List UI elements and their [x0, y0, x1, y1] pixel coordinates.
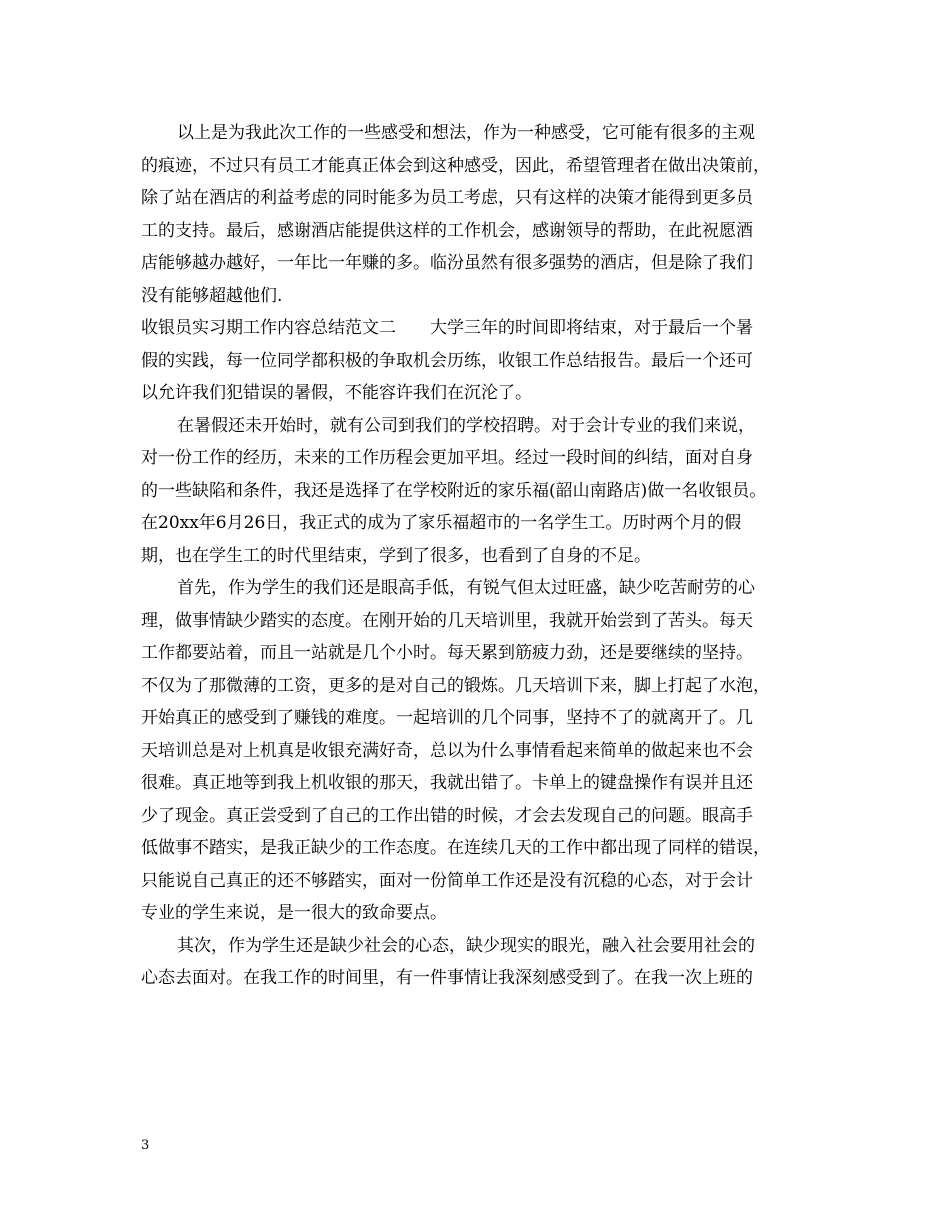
- text-line: 工的支持。最后，感谢酒店能提供这样的工作机会，感谢领导的帮助，在此祝愿酒: [141, 220, 753, 241]
- text-line: 心态去面对。在我工作的时间里，有一件事情让我深刻感受到了。在我一次上班的: [141, 968, 753, 988]
- text-line: 期，也在学生工的时代里结束，学到了很多，也看到了自身的不足。: [141, 545, 651, 566]
- text-line: 天培训总是对上机真是收银充满好奇，总以为什么事情看起来简单的做起来也不会: [141, 740, 753, 761]
- text-line: 的一些缺陷和条件，我还是选择了在学校附近的家乐福(韶山南路店)做一名收银员。: [141, 480, 767, 501]
- text-line: 专业的学生来说，是一很大的致命要点。: [141, 903, 447, 923]
- text-line: 对一份工作的经历，未来的工作历程会更加平坦。经过一段时间的纠结，面对自身: [141, 448, 753, 468]
- text-line: 只能说自己真正的还不够踏实，面对一份简单工作还是没有沉稳的心态，对于会计: [141, 870, 753, 891]
- section-heading-line: 收银员实习期工作内容总结范文二 大学三年的时间即将结束，对于最后一个暑: [141, 318, 753, 338]
- text-line: 其次，作为学生还是缺少社会的心态，缺少现实的眼光，融入社会要用社会的: [177, 935, 755, 956]
- text-line: 没有能够超越他们.: [141, 285, 283, 306]
- text-line: 首先，作为学生的我们还是眼高手低，有锐气但太过旺盛，缺少吃苦耐劳的心: [177, 578, 755, 598]
- text-line: 除了站在酒店的利益考虑的同时能多为员工考虑，只有这样的决策才能得到更多员: [141, 188, 753, 208]
- document-body: [141, 117, 813, 995]
- text-line: 开始真正的感受到了赚钱的难度。一起培训的几个同事，坚持不了的就离开了。几: [141, 708, 753, 728]
- text-line: 的痕迹，不过只有员工才能真正体会到这种感受，因此，希望管理者在做出决策前，: [141, 155, 770, 176]
- text-line: 店能够越办越好，一年比一年赚的多。临汾虽然有很多强势的酒店，但是除了我们: [141, 253, 753, 273]
- text-line: 工作都要站着，而且一站就是几个小时。每天累到筋疲力劲，还是要继续的坚持。: [141, 643, 753, 663]
- text-line: 少了现金。真正尝受到了自己的工作出错的时候，才会去发现自己的问题。眼高手: [141, 805, 753, 826]
- text-line: 不仅为了那微薄的工资，更多的是对自己的锻炼。几天培训下来，脚上打起了水泡，: [141, 675, 770, 696]
- page-number: 3: [141, 1138, 150, 1153]
- text-line: 很难。真正地等到我上机收银的那天，我就出错了。卡单上的键盘操作有误并且还: [141, 773, 753, 793]
- text-line: 在20xx年6月26日，我正式的成为了家乐福超市的一名学生工。历时两个月的假: [141, 513, 742, 533]
- text-line: 以上是为我此次工作的一些感受和想法，作为一种感受，它可能有很多的主观: [177, 123, 755, 143]
- text-line: 理，做事情缺少踏实的态度。在刚开始的几天培训里，我就开始尝到了苦头。每天: [141, 610, 753, 631]
- text-line: 以允许我们犯错误的暑假，不能容许我们在沉沦了。: [141, 383, 532, 403]
- text-line: 在暑假还未开始时，就有公司到我们的学校招聘。对于会计专业的我们来说，: [177, 415, 755, 436]
- text-line: 假的实践，每一位同学都积极的争取机会历练，收银工作总结报告。最后一个还可: [141, 350, 753, 371]
- text-line: 低做事不踏实，是我正缺少的工作态度。在连续几天的工作中都出现了同样的错误，: [141, 838, 770, 858]
